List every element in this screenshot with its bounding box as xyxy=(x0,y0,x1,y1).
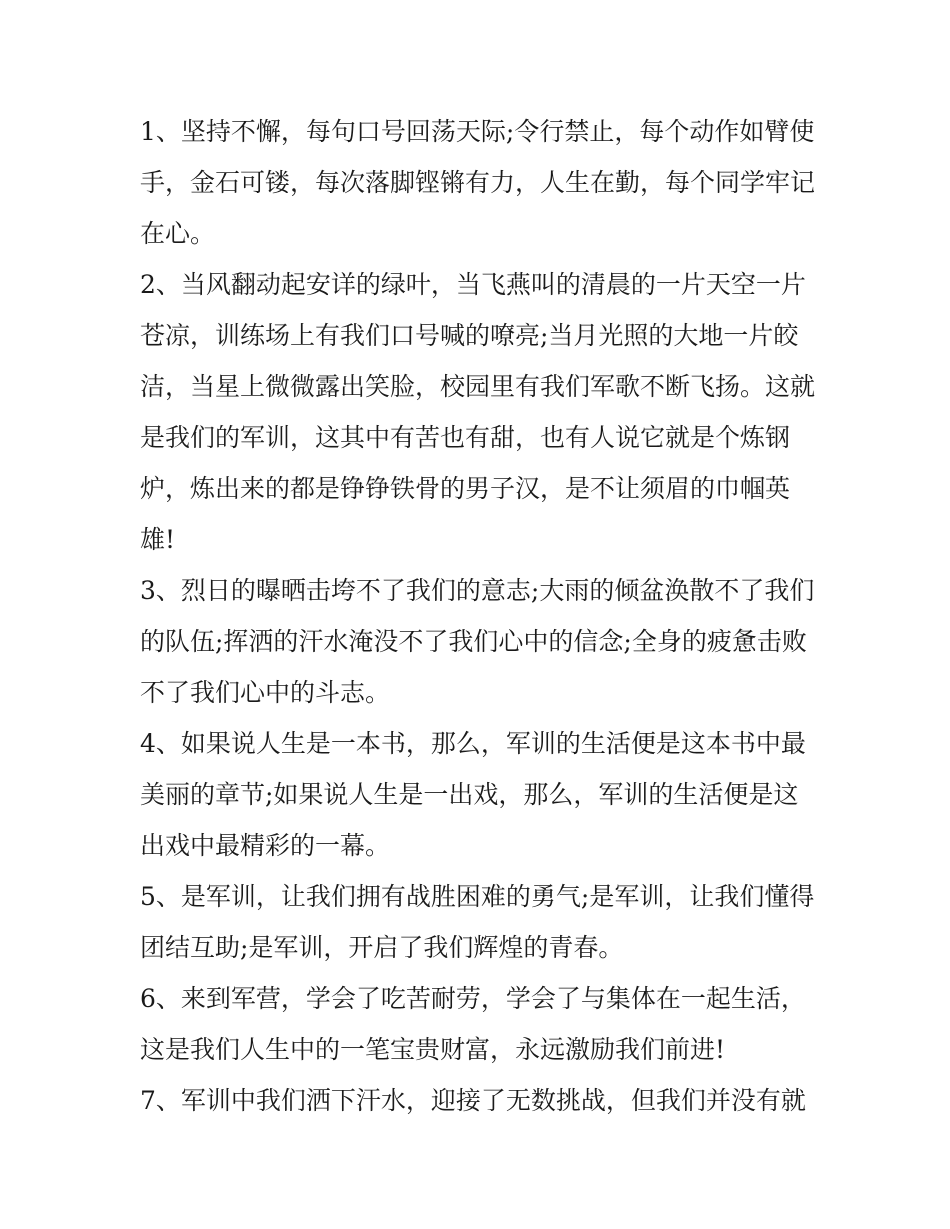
paragraph-7: 7、军训中我们洒下汗水，迎接了无数挑战，但我们并没有就 xyxy=(140,1086,806,1115)
document-body xyxy=(140,106,820,1126)
paragraph-4: 4、如果说人生是一本书，那么，军训的生活便是这本书中最 美丽的章节;如果说人生是一出戏，那么，军训的生活便是这 出戏中最精彩的一幕。 xyxy=(140,729,806,860)
paragraph-2: 2、当风翻动起安详的绿叶，当飞燕叫的清晨的一片天空一片 苍凉，训练场上有我们口号喊的嘹亮;当月光照的大地一片皎 洁，当星上微微露出笑脸，校园里有我们军歌不断飞扬。这就 是我们的军训，这其中有苦也有甜，也有人说它就是个炼钢 炉，炼出来的都是铮铮铁骨的男子汉，是不让须眉的巾帼英 雄! xyxy=(140,270,816,554)
paragraph-5: 5、是军训，让我们拥有战胜困难的勇气;是军训，让我们懂得 团结互助;是军训，开启了我们辉煌的青春。 xyxy=(140,882,815,962)
paragraph-6: 6、来到军营，学会了吃苦耐劳，学会了与集体在一起生活， 这是我们人生中的一笔宝贵财富，永远激励我们前进! xyxy=(140,984,806,1064)
paragraph-3: 3、烈日的曝晒击垮不了我们的意志;大雨的倾盆涣散不了我们 的队伍;挥洒的汗水淹没不了我们心中的信念;全身的疲惫击败 不了我们心中的斗志。 xyxy=(140,576,815,707)
paragraph-1: 1、坚持不懈，每句口号回荡天际;令行禁止，每个动作如臂使 手，金石可镂，每次落脚铿锵有力，人生在勤，每个同学牢记 在心。 xyxy=(140,117,816,248)
